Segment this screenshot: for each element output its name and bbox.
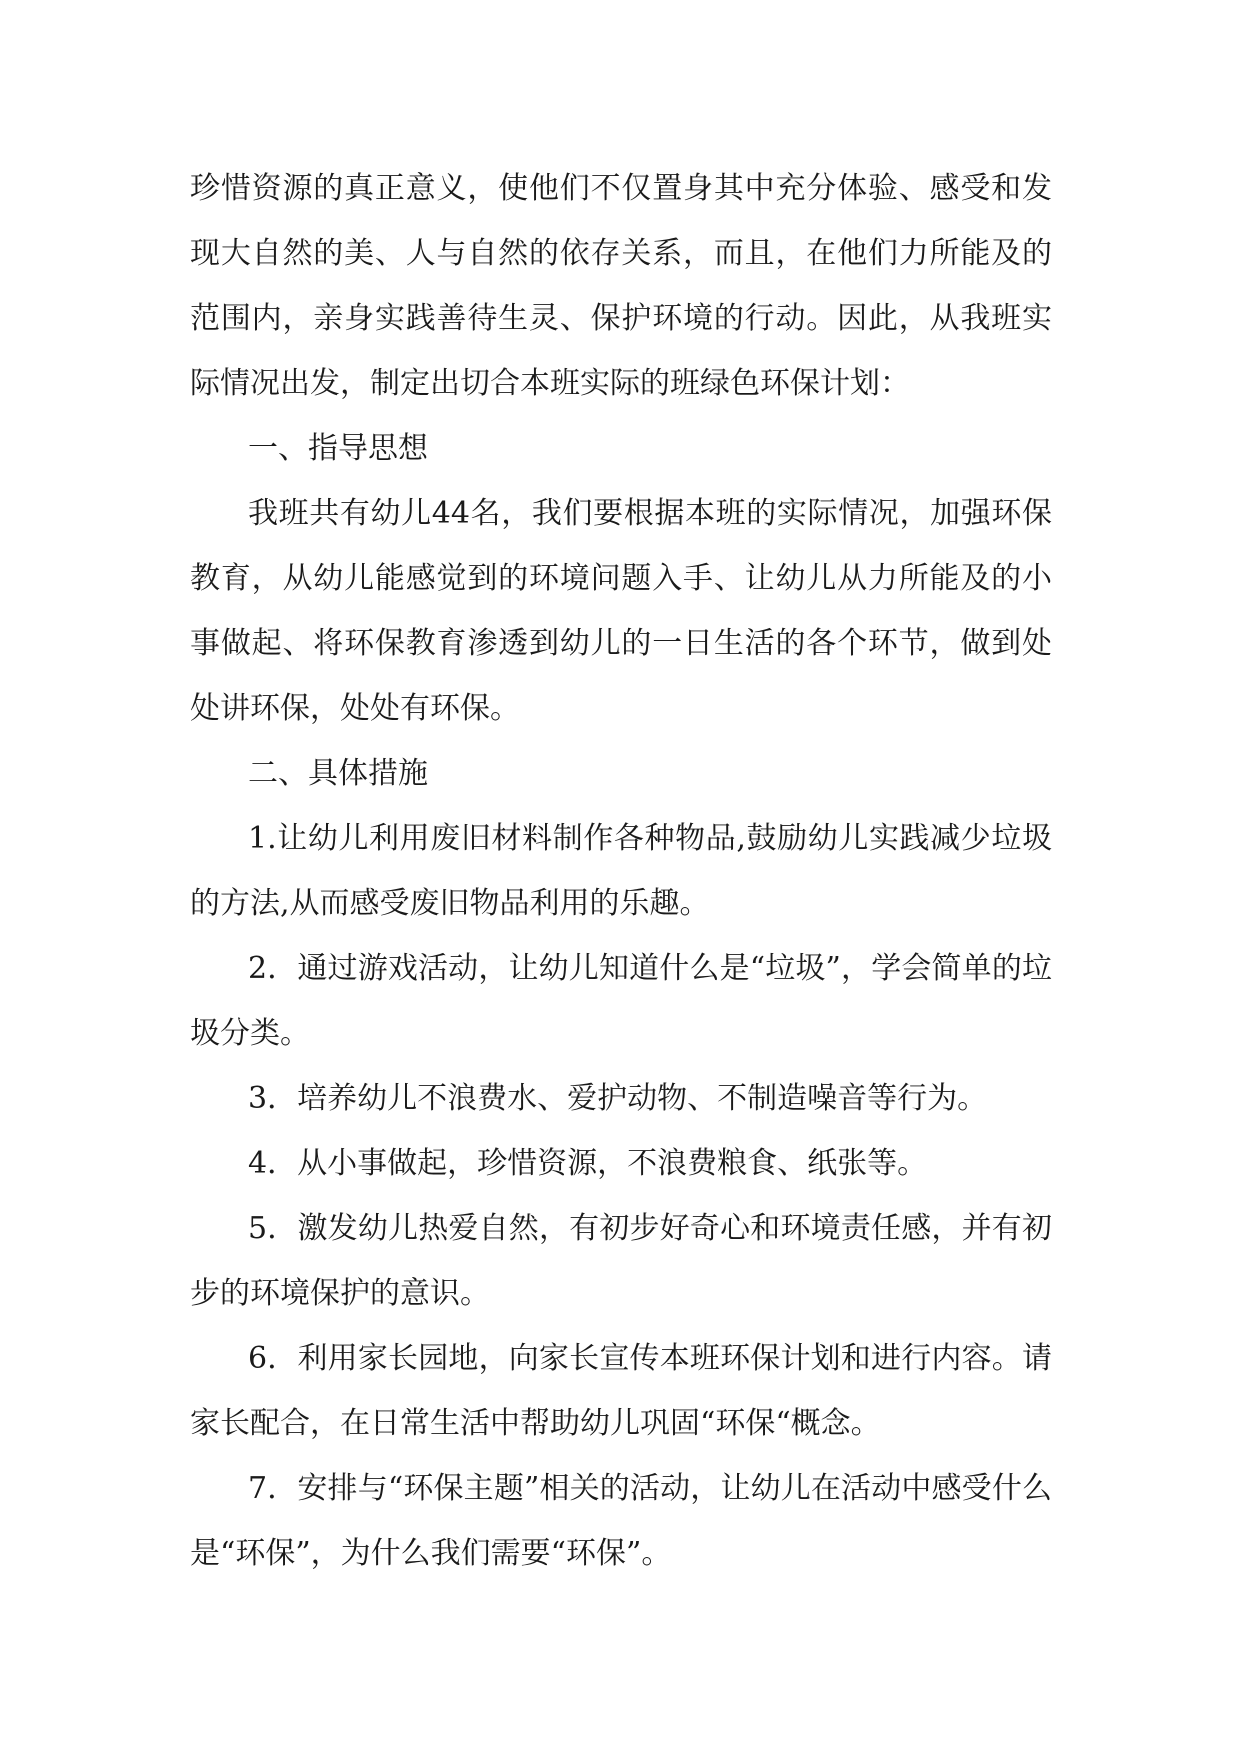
measure-item-3: 3．培养幼儿不浪费水、爱护动物、不制造噪音等行为。 bbox=[248, 1081, 988, 1116]
document-body bbox=[190, 156, 1052, 1586]
measure-item-4: 4．从小事做起，珍惜资源，不浪费粮食、纸张等。 bbox=[248, 1146, 928, 1181]
intro-paragraph: 珍惜资源的真正意义，使他们不仅置身其中充分体验、感受和发现大自然的美、人与自然的依存关系，而且，在他们力所能及的范围内，亲身实践善待生灵、保护环境的行动。因此，从我班实际情况出发，制定出切合本班实际的班绿色环保计划： bbox=[190, 171, 1052, 401]
measure-item-1: 1.让幼儿利用废旧材料制作各种物品,鼓励幼儿实践减少垃圾的方法,从而感受废旧物品利用的乐趣。 bbox=[190, 821, 1052, 921]
measure-item-5: 5．激发幼儿热爱自然，有初步好奇心和环境责任感，并有初步的环境保护的意识。 bbox=[190, 1211, 1052, 1311]
measure-item-6: 6．利用家长园地，向家长宣传本班环保计划和进行内容。请家长配合，在日常生活中帮助幼儿巩固“环保“概念。 bbox=[190, 1341, 1052, 1441]
section-heading-guiding-thought: 一、指导思想 bbox=[248, 431, 428, 466]
measure-item-2: 2．通过游戏活动，让幼儿知道什么是“垃圾”，学会简单的垃圾分类。 bbox=[190, 951, 1052, 1051]
measure-item-7: 7．安排与“环保主题”相关的活动，让幼儿在活动中感受什么是“环保”，为什么我们需要“环保”。 bbox=[190, 1471, 1052, 1571]
guiding-thought-paragraph: 我班共有幼儿44名，我们要根据本班的实际情况，加强环保教育，从幼儿能感觉到的环境问题入手、让幼儿从力所能及的小事做起、将环保教育渗透到幼儿的一日生活的各个环节，做到处处讲环保，处处有环保。 bbox=[190, 496, 1052, 726]
section-heading-measures: 二、具体措施 bbox=[248, 756, 428, 791]
